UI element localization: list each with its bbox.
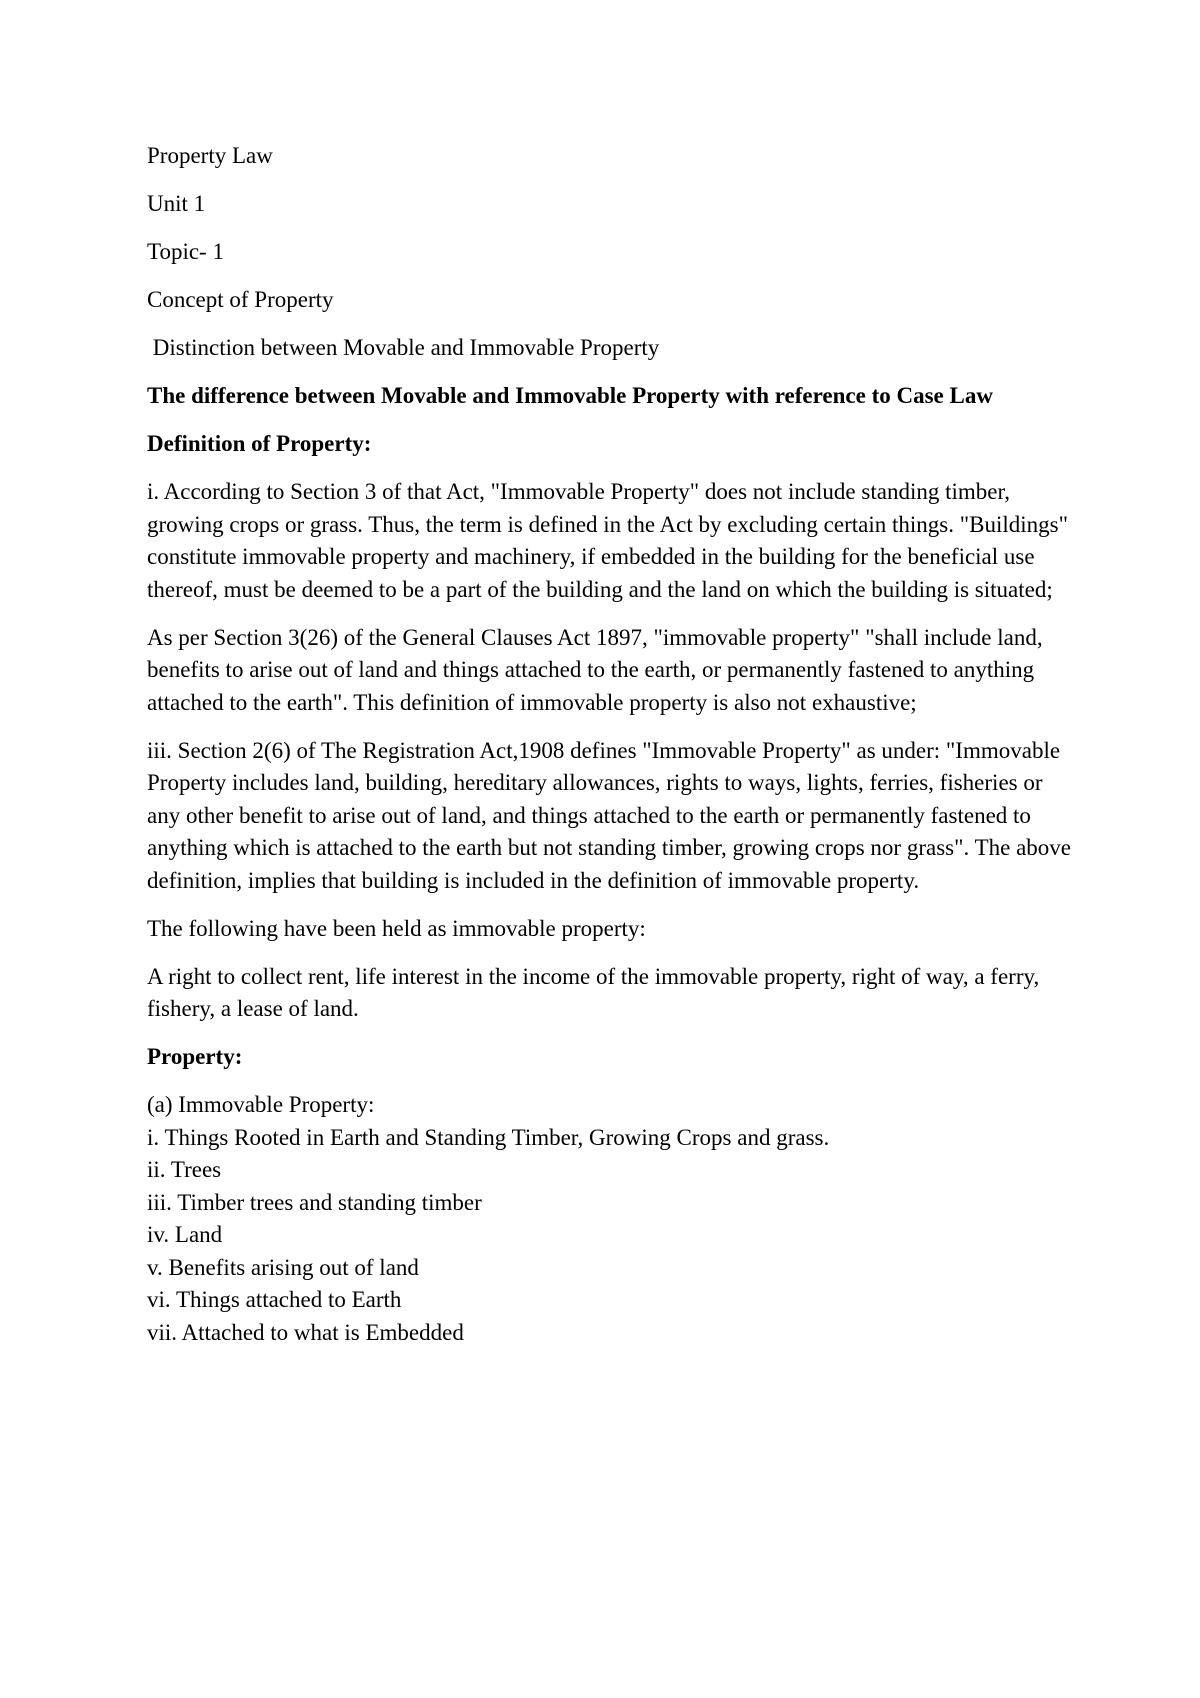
paragraph-rights-list: A right to collect rent, life interest in the income of the immovable property, right of way, a ferry, fishery, a lease of land. xyxy=(147,963,1040,1021)
list-item: iii. Timber trees and standing timber xyxy=(147,1189,482,1215)
list-item: vi. Things attached to Earth xyxy=(147,1287,402,1312)
distinction-line: Distinction between Movable and Immovable Property xyxy=(147,335,660,360)
property-heading: Property: xyxy=(147,1044,243,1069)
unit-line: Unit 1 xyxy=(147,191,206,216)
main-heading: The difference between Movable and Immovable Property with reference to Case Law xyxy=(147,383,993,408)
list-item: v. Benefits arising out of land xyxy=(147,1254,419,1280)
immovable-list-title: (a) Immovable Property: xyxy=(147,1092,375,1117)
topic-line: Topic- 1 xyxy=(147,239,224,264)
immovable-list xyxy=(147,1122,1077,1350)
list-item: iv. Land xyxy=(147,1222,223,1247)
immovable-list-block xyxy=(147,1089,1077,1349)
paragraph-general-clauses: As per Section 3(26) of the General Clauses Act 1897, "immovable property" "shall include land, benefits to arise out of land and things attached to the earth, or permanently fastened to anything attached to the earth". This definition of immovable property is also not exhaustive; xyxy=(147,624,1043,715)
list-item: vii. Attached to what is Embedded xyxy=(147,1319,464,1345)
definition-heading: Definition of Property: xyxy=(147,431,372,456)
list-item: ii. Trees xyxy=(147,1157,222,1182)
paragraph-held-immovable: The following have been held as immovable property: xyxy=(147,915,646,941)
paragraph-registration-act: iii. Section 2(6) of The Registration Act,1908 defines "Immovable Property" as under: "Immovable Property includes land, building, hereditary allowances, rights to ways, lights, ferries, fisheries or any other benefit to arise out of land, and things attached to the earth or permanently fastened to anything which is attached to the earth but not standing timber, growing crops nor grass". The above definition, implies that building is included in the definition of immovable property. xyxy=(147,737,1071,893)
document-page xyxy=(147,140,1077,1349)
paragraph-section-3: i. According to Section 3 of that Act, "Immovable Property" does not include standing timber, growing crops or grass. Thus, the term is defined in the Act by excluding certain things. "Buildings" constitute immovable property and machinery, if embedded in the building for the beneficial use thereof, must be deemed to be a part of the building and the land on which the building is situated; xyxy=(147,479,1068,602)
list-item: i. Things Rooted in Earth and Standing Timber, Growing Crops and grass. xyxy=(147,1124,830,1150)
concept-line: Concept of Property xyxy=(147,287,334,312)
subject-line: Property Law xyxy=(147,143,273,168)
